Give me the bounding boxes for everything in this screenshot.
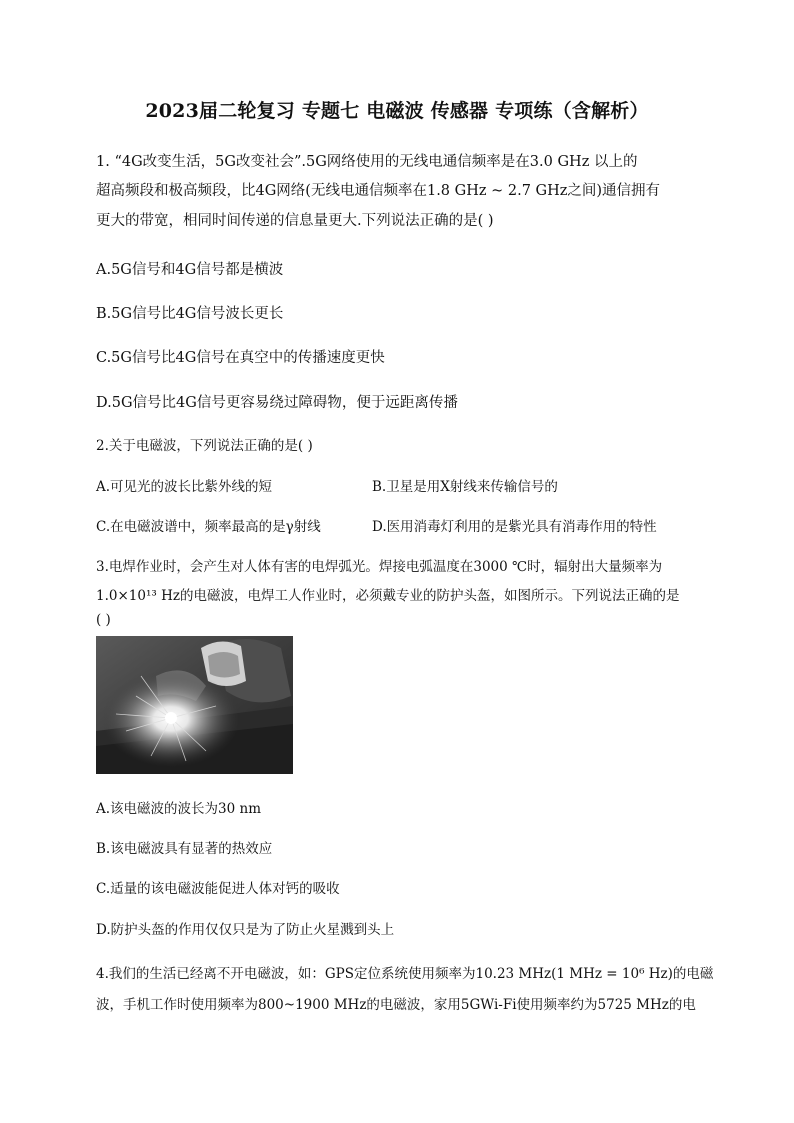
q1-stem-line-3: 更大的带宽，相同时间传递的信息量更大.下列说法正确的是( ): [96, 213, 494, 229]
q3-stem-line-2: 1.0×10¹³ Hz的电磁波，电焊工人作业时，必须戴专业的防护头盔，如图所示。下列说法正确的是: [96, 588, 680, 604]
q3-option-b: B.该电磁波具有显著的热效应: [96, 841, 273, 857]
q1-option-b: B.5G信号比4G信号波长更长: [96, 306, 284, 322]
q1-stem-line-2: 超高频段和极高频段，比4G网络(无线电通信频率在1.8 GHz ~ 2.7 GHz之间)通信拥有: [96, 183, 661, 199]
document-title: 2023届二轮复习 专题七 电磁波 传感器 专项练（含解析）: [145, 100, 649, 122]
q3-stem-line-3: ( ): [96, 612, 111, 628]
welding-photo: [96, 636, 293, 774]
q4-stem-line-2: 波，手机工作时使用频率为800~1900 MHz的电磁波，家用5GWi-Fi使用频率约为5725 MHz的电: [96, 997, 696, 1013]
q1-option-c: C.5G信号比4G信号在真空中的传播速度更快: [96, 350, 385, 366]
q3-stem-line-1: 3.电焊作业时，会产生对人体有害的电焊弧光。焊接电弧温度在3000 ℃时，辐射出大量频率为: [96, 559, 663, 575]
q1-stem-line-1: 1. “4G改变生活，5G改变社会”.5G网络使用的无线电通信频率是在3.0 GHz 以上的: [96, 154, 638, 170]
q4-stem-line-1: 4.我们的生活已经离不开电磁波，如：GPS定位系统使用频率为10.23 MHz(1 MHz = 10⁶ Hz)的电磁: [96, 966, 714, 982]
q3-option-d: D.防护头盔的作用仅仅只是为了防止火星溅到头上: [96, 922, 395, 938]
q2-option-c: C.在电磁波谱中，频率最高的是γ射线: [96, 519, 321, 535]
q2-option-a: A.可见光的波长比紫外线的短: [96, 479, 273, 495]
q2-option-b: B.卫星是用X射线来传输信号的: [372, 479, 558, 495]
q3-option-a: A.该电磁波的波长为30 nm: [96, 801, 262, 817]
q3-option-c: C.适量的该电磁波能促进人体对钙的吸收: [96, 881, 340, 897]
q2-stem: 2.关于电磁波，下列说法正确的是( ): [96, 438, 313, 454]
q2-option-d: D.医用消毒灯利用的是紫光具有消毒作用的特性: [372, 519, 657, 535]
q1-option-a: A.5G信号和4G信号都是横波: [96, 262, 284, 278]
q1-option-d: D.5G信号比4G信号更容易绕过障碍物，便于远距离传播: [96, 395, 458, 411]
